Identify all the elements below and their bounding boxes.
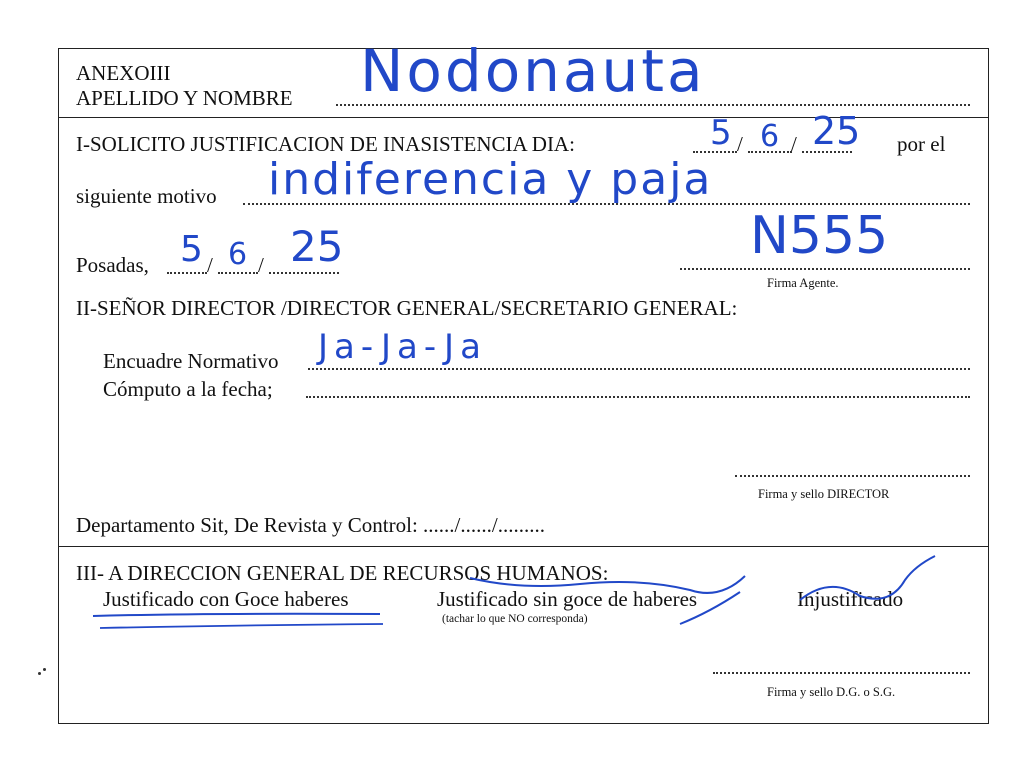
encuadre-label: Encuadre Normativo — [103, 349, 279, 373]
month-handwritten: 6 — [760, 119, 780, 154]
posadas-day-handwritten: 5 — [180, 229, 203, 270]
year-handwritten: 25 — [812, 109, 861, 153]
day-handwritten: 5 — [710, 113, 732, 153]
posadas-slash-1: / — [207, 253, 213, 277]
motivo-label: siguiente motivo — [76, 184, 217, 208]
firma-agente-label: Firma Agente. — [767, 276, 839, 290]
firma-director-label: Firma y sello DIRECTOR — [758, 487, 890, 501]
injustificado-strike — [800, 556, 935, 600]
scan-speck — [38, 672, 41, 675]
annex-title: ANEXOIII — [76, 61, 171, 85]
section3-label: III- A DIRECCION GENERAL DE RECURSOS HUMANOS: — [76, 561, 609, 585]
sin-goce-strike-tail — [680, 592, 740, 624]
con-goce-underline-2 — [100, 624, 383, 628]
name-label: APELLIDO Y NOMBRE — [76, 86, 293, 110]
section2-label: II-SEÑOR DIRECTOR /DIRECTOR GENERAL/SECRETARIO GENERAL: — [76, 296, 738, 320]
dg-signature-dotted[interactable] — [713, 672, 970, 674]
por-el-text: por el — [897, 132, 946, 156]
date-slash-2: / — [791, 132, 797, 156]
computo-label: Cómputo a la fecha; — [103, 377, 273, 401]
tachar-note: (tachar lo que NO corresponda) — [442, 613, 588, 625]
departamento-label: Departamento Sit, De Revista y Control: ....../....../......... — [76, 513, 545, 537]
option-injustificado[interactable]: Injustificado — [797, 587, 904, 611]
agent-signature-handwritten: N555 — [750, 206, 889, 266]
con-goce-underline — [93, 614, 380, 616]
scan-speck — [43, 668, 46, 671]
section1-label: I-SOLICITO JUSTIFICACION DE INASISTENCIA DIA: — [76, 132, 575, 156]
name-handwritten: Nodonauta — [360, 37, 706, 105]
posadas-month-handwritten: 6 — [228, 237, 248, 272]
sin-goce-strike — [470, 576, 745, 593]
date-slash-1: / — [737, 132, 743, 156]
encuadre-handwritten: Ja-Ja-Ja — [318, 327, 487, 367]
posadas-year-handwritten: 25 — [290, 222, 344, 271]
firma-dg-label: Firma y sello D.G. o S.G. — [767, 685, 896, 699]
option-con-goce[interactable]: Justificado con Goce haberes — [103, 587, 349, 611]
motivo-handwritten: indiferencia y paja — [268, 154, 713, 205]
posadas-label: Posadas, — [76, 253, 149, 277]
option-sin-goce[interactable]: Justificado sin goce de haberes — [437, 587, 698, 611]
posadas-slash-2: / — [258, 253, 264, 277]
